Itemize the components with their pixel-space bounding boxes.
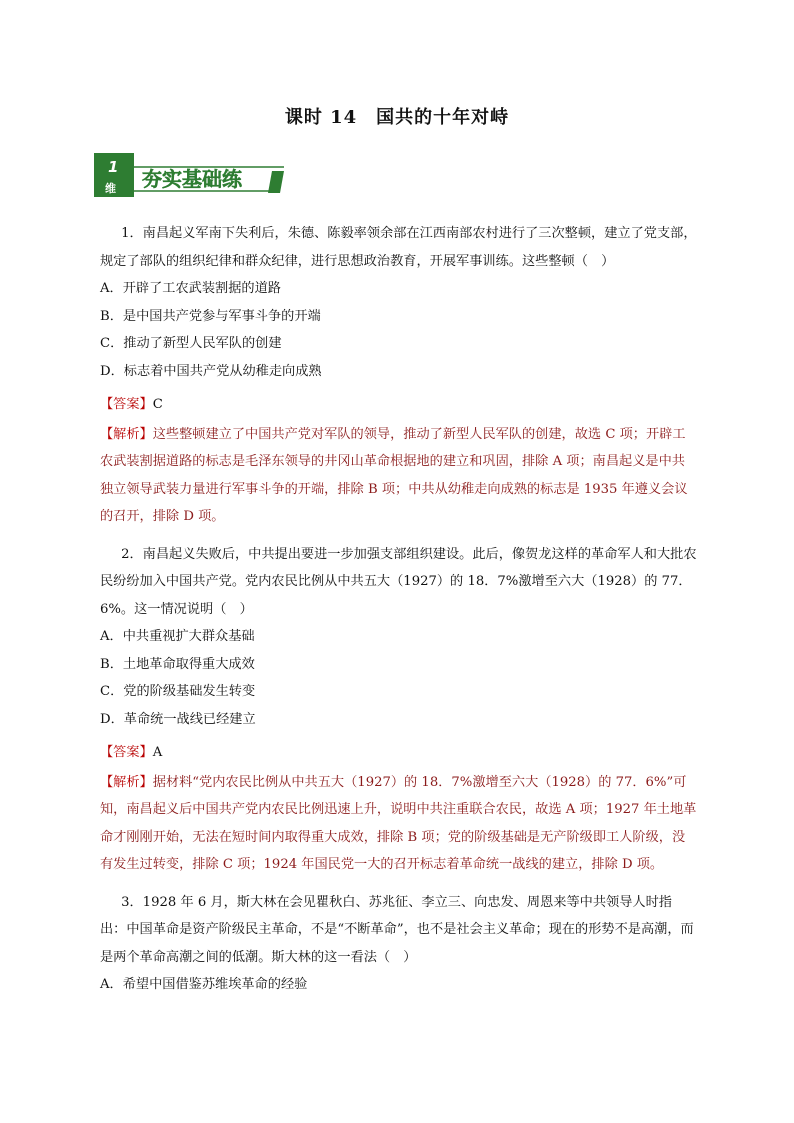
analysis-text: 这些整顿建立了中国共产党对军队的领导，推动了新型人民军队的创建，故选 C 项；开辟工农武装割据道路的标志是毛泽东领导的井冈山革命根据地的建立和巩固，排除 A 项；南昌起义是中共独立领导武装力量进行军事斗争的开端，排除 B 项；中共从幼稚走向成熟的标志是 1935 年遵义会议的召开，排除 D 项。	[100, 426, 688, 524]
option-c: C．党的阶级基础发生转变	[100, 684, 256, 699]
badge-number: 1	[108, 158, 119, 176]
analysis-paragraph	[100, 769, 698, 879]
question-list	[100, 218, 698, 999]
option-a: A．中共重视扩大群众基础	[100, 629, 255, 644]
analysis-paragraph	[100, 421, 698, 531]
answer-line	[100, 391, 698, 419]
question-stem: 3．1928 年 6 月，斯大林在会见瞿秋白、苏兆征、李立三、向忠发、周恩来等中共领导人时指出：中国革命是资产阶级民主革命，不是“不断革命”，也不是社会主义革命；现在的形势不是高潮，而是两个革命高潮之间的低潮。斯大林的这一看法（ ）	[100, 894, 694, 965]
answer-line	[100, 739, 698, 767]
option-d: D．革命统一战线已经建立	[100, 711, 256, 727]
option-d: D．标志着中国共产党从幼稚走向成熟	[100, 363, 322, 379]
option-b: B．土地革命取得重大成效	[100, 656, 255, 672]
question-1	[100, 220, 698, 531]
question-stem: 2．南昌起义失败后，中共提出要进一步加强支部组织建设。此后，像贺龙这样的革命军人和大批农民纷纷加入中国共产党。党内农民比例从中共五大（1927）的 18．7%激增至六大（1928）的 77．6%。这一情况说明（ ）	[100, 546, 697, 617]
badge-arrow-icon	[268, 171, 284, 193]
page-title: 课时 14 国共的十年对峙	[284, 107, 510, 128]
option-b: B．是中国共产党参与军事斗争的开端	[100, 308, 321, 324]
option-c: C．推动了新型人民军队的创建	[100, 336, 282, 351]
option-a: A．希望中国借鉴苏维埃革命的经验	[100, 977, 308, 992]
analysis-text: 据材料“党内农民比例从中共五大（1927）的 18．7%激增至六大（1928）的 77．6%”可知，南昌起义后中国共产党内农民比例迅速上升，说明中共注重联合农民，故选 A 项；1927 年土地革命才刚刚开始，无法在短时间内取得重大成效，排除 B 项；党的阶级基础是无产阶级即工人阶级，没有发生过转变，排除 C 项；1924 年国民党一大的召开标志着革命统一战线的建立，排除 D 项。	[100, 774, 697, 872]
analysis-tag: 【解析】	[100, 426, 153, 442]
analysis-tag: 【解析】	[100, 774, 153, 790]
section-badge	[94, 153, 284, 197]
badge-label: 夯实基础练	[142, 167, 242, 191]
question-2	[100, 541, 698, 879]
question-stem: 1．南昌起义军南下失利后，朱德、陈毅率领余部在江西南部农村进行了三次整顿，建立了党支部，规定了部队的组织纪律和群众纪律，进行思想政治教育，开展军事训练。这些整顿（ ）	[100, 226, 697, 269]
answer-tag: 【答案】	[100, 745, 153, 760]
answer-value: C	[152, 397, 163, 412]
answer-tag: 【答案】	[100, 397, 153, 412]
answer-value: A	[152, 745, 163, 760]
option-a: A．开辟了工农武装割据的道路	[100, 281, 281, 296]
badge-sub: 维	[105, 182, 116, 195]
question-3	[100, 889, 698, 999]
